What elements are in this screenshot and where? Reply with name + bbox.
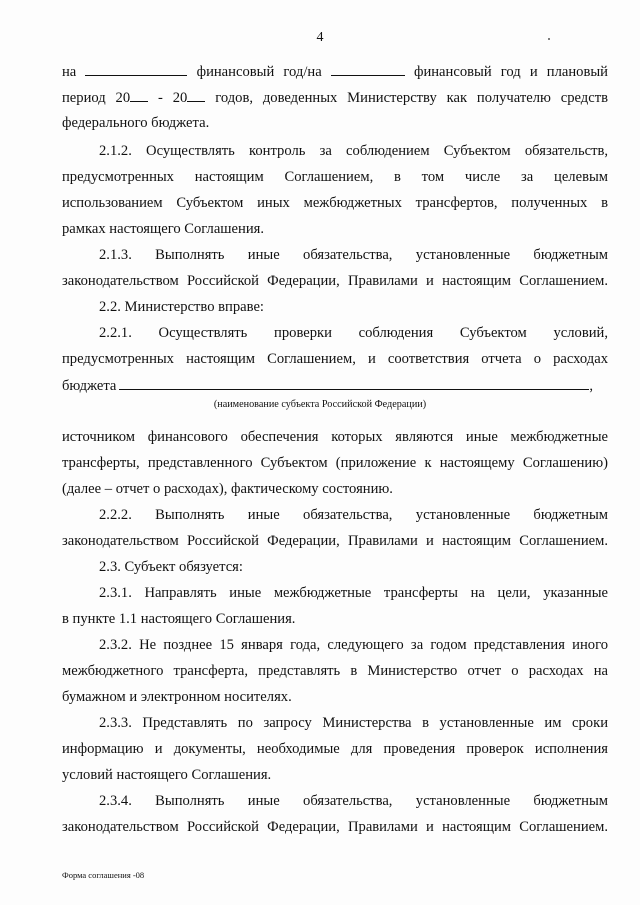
text-line: источником финансового обеспечения которых являются иные межбюджетные <box>62 429 608 445</box>
text-fragment: финансовый год/на <box>196 64 322 80</box>
text-line <box>62 376 608 395</box>
paragraph-2-1-2: 2.1.2. Осуществлять контроль за соблюдением Субъектом обязательств, <box>99 143 608 159</box>
text-fragment: период 20 <box>62 90 131 106</box>
text-line <box>62 62 608 81</box>
text-line <box>62 88 608 107</box>
section-2-3-heading: 2.3. Субъект обязуется: <box>99 559 243 575</box>
text-line: рамках настоящего Соглашения. <box>62 221 264 237</box>
paragraph-2-1-3: 2.1.3. Выполнять иные обязательства, установленные бюджетным <box>99 247 608 263</box>
paragraph-2-2-1: 2.2.1. Осуществлять проверки соблюдения Субъектом условий, <box>99 325 608 341</box>
field-caption: (наименование субъекта Российской Федерации) <box>213 399 427 410</box>
blank-field <box>187 88 205 102</box>
text-fragment: бюджета <box>62 378 117 394</box>
scan-speck <box>548 38 550 40</box>
text-fragment: , <box>589 378 594 394</box>
text-line: предусмотренных настоящим Соглашением, и соответствия отчета о расходах <box>62 351 608 367</box>
text-line: межбюджетного трансферта, представлять в Министерство отчет о расходах на <box>62 663 608 679</box>
form-footer: Форма соглашения -08 <box>62 870 145 880</box>
text-line: бумажном и электронном носителях. <box>62 689 292 705</box>
text-line: федерального бюджета. <box>62 115 210 131</box>
blank-field <box>85 62 187 76</box>
paragraph-2-3-3: 2.3.3. Представлять по запросу Министерства в установленные им сроки <box>99 715 608 731</box>
text-line: информацию и документы, необходимые для проведения проверок исполнения <box>62 741 608 757</box>
text-line: законодательством Российской Федерации, Правилами и настоящим Соглашением. <box>62 273 608 289</box>
text-fragment: финансовый год и плановый <box>413 64 608 80</box>
text-line: законодательством Российской Федерации, Правилами и настоящим Соглашением. <box>62 533 608 549</box>
text-line: трансферты, представленного Субъектом (приложение к настоящему Соглашению) <box>62 455 608 471</box>
text-line: (далее – отчет о расходах), фактическому состоянию. <box>62 481 393 497</box>
blank-field <box>119 376 589 390</box>
blank-field <box>331 62 405 76</box>
paragraph-2-3-1: 2.3.1. Направлять иные межбюджетные трансферты на цели, указанные <box>99 585 608 601</box>
text-fragment: годов, доведенных Министерству как получателю средств <box>215 90 608 106</box>
text-line: в пункте 1.1 настоящего Соглашения. <box>62 611 296 627</box>
page-number: 4 <box>316 30 324 45</box>
paragraph-2-3-4: 2.3.4. Выполнять иные обязательства, установленные бюджетным <box>99 793 608 809</box>
blank-field <box>130 88 148 102</box>
paragraph-2-2-2: 2.2.2. Выполнять иные обязательства, установленные бюджетным <box>99 507 608 523</box>
paragraph-2-3-2: 2.3.2. Не позднее 15 января года, следующего за годом представления иного <box>99 637 608 653</box>
text-line: законодательством Российской Федерации, Правилами и настоящим Соглашением. <box>62 819 608 835</box>
section-2-2-heading: 2.2. Министерство вправе: <box>99 299 264 315</box>
text-fragment: - 20 <box>158 90 188 106</box>
text-line: предусмотренных настоящим Соглашением, в том числе за целевым <box>62 169 608 185</box>
text-line: условий настоящего Соглашения. <box>62 767 272 783</box>
text-fragment: на <box>62 64 77 80</box>
text-line: использованием Субъектом иных межбюджетных трансфертов, полученных в <box>62 195 608 211</box>
